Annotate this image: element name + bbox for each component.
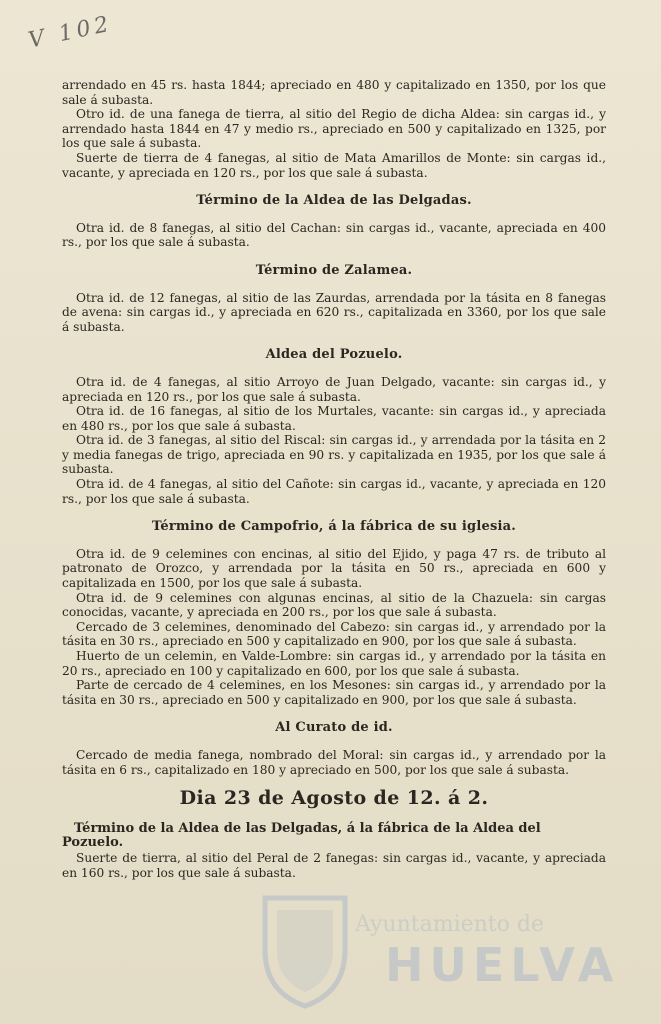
paragraph: Huerto de un celemin, en Valde-Lombre: sin cargas id., y arrendado por la tásita en 20 rs., apreciado en 100 y capitalizado en 600, por los que sale á subasta.	[62, 649, 606, 678]
watermark-line-2: HUELVA	[385, 938, 620, 992]
paragraph: Otra id. de 3 fanegas, al sitio del Riscal: sin cargas id., y arrendada por la tásita en 2 y media fanegas de trigo, apreciada en 90 rs. y capitalizada en 1935, por los que sale á subasta.	[62, 433, 606, 477]
paragraph: arrendado en 45 rs. hasta 1844; apreciado en 480 y capitalizado en 1350, por los que sale á subasta.	[62, 78, 606, 107]
paragraph: Otra id. de 12 fanegas, al sitio de las Zaurdas, arrendada por la tásita en 8 fanegas de avena: sin cargas id., y apreciada en 620 rs., capitalizada en 3360, por los que sale á subasta.	[62, 290, 606, 334]
paragraph: Otra id. de 9 celemines con algunas encinas, al sitio de la Chazuela: sin cargas conocidas, vacante, y apreciada en 200 rs., por los que sale á subasta.	[62, 590, 606, 620]
section-heading: Aldea del Pozuelo.	[265, 347, 403, 363]
watermark-line-1: Ayuntamiento de	[355, 912, 544, 937]
section-heading: Término de la Aldea de las Delgadas, á la fábrica de la Aldea del Pozuelo.	[62, 820, 541, 851]
paragraph: Otra id. de 8 fanegas, al sitio del Cachan: sin cargas id., vacante, apreciada en 400 rs., por los que sale á subasta.	[62, 220, 606, 250]
paragraph: Otra id. de 16 fanegas, al sitio de los Murtales, vacante: sin cargas id., y apreciada en 480 rs., por los que sale á subasta.	[62, 404, 606, 433]
paragraph: Cercado de 3 celemines, denominado del Cabezo: sin cargas id., y arrendado por la tásita en 30 rs., apreciado en 500 y capitalizado en 900, por los que sale á subasta.	[62, 619, 606, 649]
section-heading: Término de Zalamea.	[255, 262, 413, 278]
section-heading: Término de la Aldea de las Delgadas.	[196, 193, 472, 209]
paragraph: Otra id. de 4 fanegas, al sitio del Cañote: sin cargas id., vacante, y apreciada en 120 rs., por los que sale á subasta.	[62, 477, 606, 506]
date-heading: Dia 23 de Agosto de 12. á 2.	[179, 787, 489, 810]
paragraph: Suerte de tierra, al sitio del Peral de 2 fanegas: sin cargas id., vacante, y apreciada en 160 rs., por los que sale á subasta.	[62, 850, 606, 880]
paragraph: Parte de cercado de 4 celemines, en los Mesones: sin cargas id., y arrendado por la tásita en 30 rs., apreciado en 500 y capitalizado en 900, por los que sale á subasta.	[62, 678, 606, 707]
section-heading: Al Curato de id.	[275, 720, 393, 736]
paragraph: Otra id. de 4 fanegas, al sitio Arroyo de Juan Delgado, vacante: sin cargas id., y apreciada en 120 rs., por los que sale á subasta.	[62, 374, 606, 404]
paragraph: Otro id. de una fanega de tierra, al sitio del Regio de dicha Aldea: sin cargas id., y arrendado hasta 1844 en 47 y medio rs., apreciado en 500 y capitalizado en 1325, por los que sale á subasta.	[62, 107, 606, 151]
paragraph: Suerte de tierra de 4 fanegas, al sitio de Mata Amarillos de Monte: sin cargas id., vacante, y apreciada en 120 rs., por los que sale á subasta.	[62, 150, 606, 180]
section-heading: Término de Campofrio, á la fábrica de su iglesia.	[152, 519, 516, 535]
paragraph: Otra id. de 9 celemines con encinas, al sitio del Ejido, y paga 47 rs. de tributo al patronato de Orozco, y arrendada por la tásita en 50 rs., apreciada en 600 y capitalizada en 1500, por los que sale á subasta.	[62, 546, 606, 591]
handwritten-annotation: V 102	[26, 11, 115, 54]
paragraph: Cercado de media fanega, nombrado del Moral: sin cargas id., y arrendado por la tásita en 6 rs., capitalizado en 180 y apreciado en 500, por los que sale á subasta.	[62, 747, 606, 777]
document-body	[62, 78, 606, 880]
